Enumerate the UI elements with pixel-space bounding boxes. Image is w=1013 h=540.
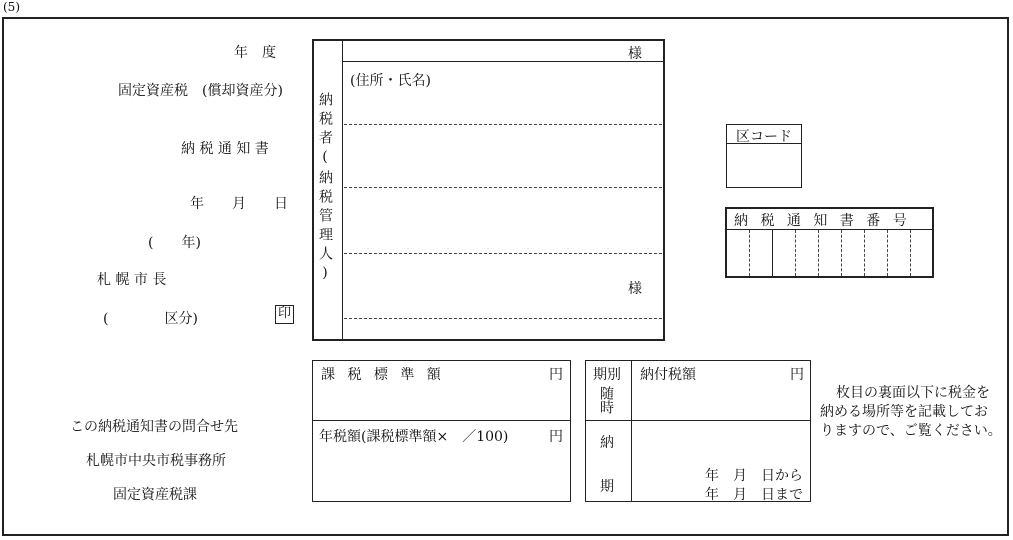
taxpayer-divider — [342, 40, 343, 340]
annual-tax-unit: 円 — [549, 429, 563, 445]
era-year: ( 年) — [148, 235, 201, 251]
adhoc-label: 随時 — [598, 386, 614, 414]
tax-standard-unit: 円 — [549, 367, 563, 383]
address-line-2 — [344, 187, 662, 188]
assessment-divider — [312, 420, 571, 421]
period-to: 年 月 日まで — [705, 487, 803, 503]
installment-unit: 円 — [790, 367, 804, 383]
address-line-4 — [344, 318, 662, 319]
inquiry-line-1: この納税通知書の問合せ先 — [70, 419, 238, 435]
period-row-line — [585, 420, 811, 421]
address-line-1 — [344, 124, 662, 125]
fiscal-year-label: 年 度 — [234, 45, 276, 61]
annual-tax-label: 年税額(課税標準額× ／100) — [319, 429, 509, 445]
digit-divider — [772, 230, 773, 276]
tax-number-label: 納 税 通 知 書 番 号 — [734, 213, 911, 229]
tax-standard-label: 課 税 標 準 額 — [321, 367, 445, 383]
deadline-bottom: 期 — [600, 479, 614, 495]
note-line-3: りますので、ご覧ください。 — [820, 423, 1002, 439]
digit-divider — [864, 230, 865, 276]
page-number: (5) — [3, 0, 20, 14]
digit-divider — [887, 230, 888, 276]
digit-divider — [841, 230, 842, 276]
taxpayer-header-line — [342, 61, 663, 62]
issue-date: 年 月 日 — [190, 196, 288, 212]
header-sama: 様 — [628, 46, 642, 62]
notice-title: 納 税 通 知 書 — [181, 141, 269, 157]
digit-divider — [910, 230, 911, 276]
digit-divider — [749, 230, 750, 276]
mayor-label: 札 幌 市 長 — [97, 272, 167, 288]
note-line-1: 枚目の裏面以下に税金を — [836, 385, 990, 401]
bottom-sama: 様 — [628, 281, 642, 297]
tax-kind-label: 固定資産税 (償却資産分) — [118, 83, 283, 99]
digit-divider — [818, 230, 819, 276]
digit-divider — [795, 230, 796, 276]
installment-label: 納付税額 — [640, 367, 696, 383]
note-line-2: 納める場所等を記載してお — [820, 404, 988, 420]
inquiry-line-3: 固定資産税課 — [113, 487, 197, 503]
period-divider — [631, 360, 632, 502]
ward-code-label: 区コード — [736, 129, 792, 145]
inquiry-line-2: 札幌市中央市税事務所 — [86, 453, 226, 469]
period-label: 期別 — [593, 367, 621, 383]
ward-division: ( 区分) — [103, 311, 198, 327]
seal-stamp: 印 — [275, 305, 294, 324]
period-from: 年 月 日から — [705, 468, 803, 484]
address-name-label: (住所・氏名) — [350, 73, 431, 89]
address-line-3 — [344, 253, 662, 254]
deadline-top: 納 — [600, 435, 614, 451]
taxpayer-vertical-label: 納税者(納税管理人) — [317, 92, 333, 286]
